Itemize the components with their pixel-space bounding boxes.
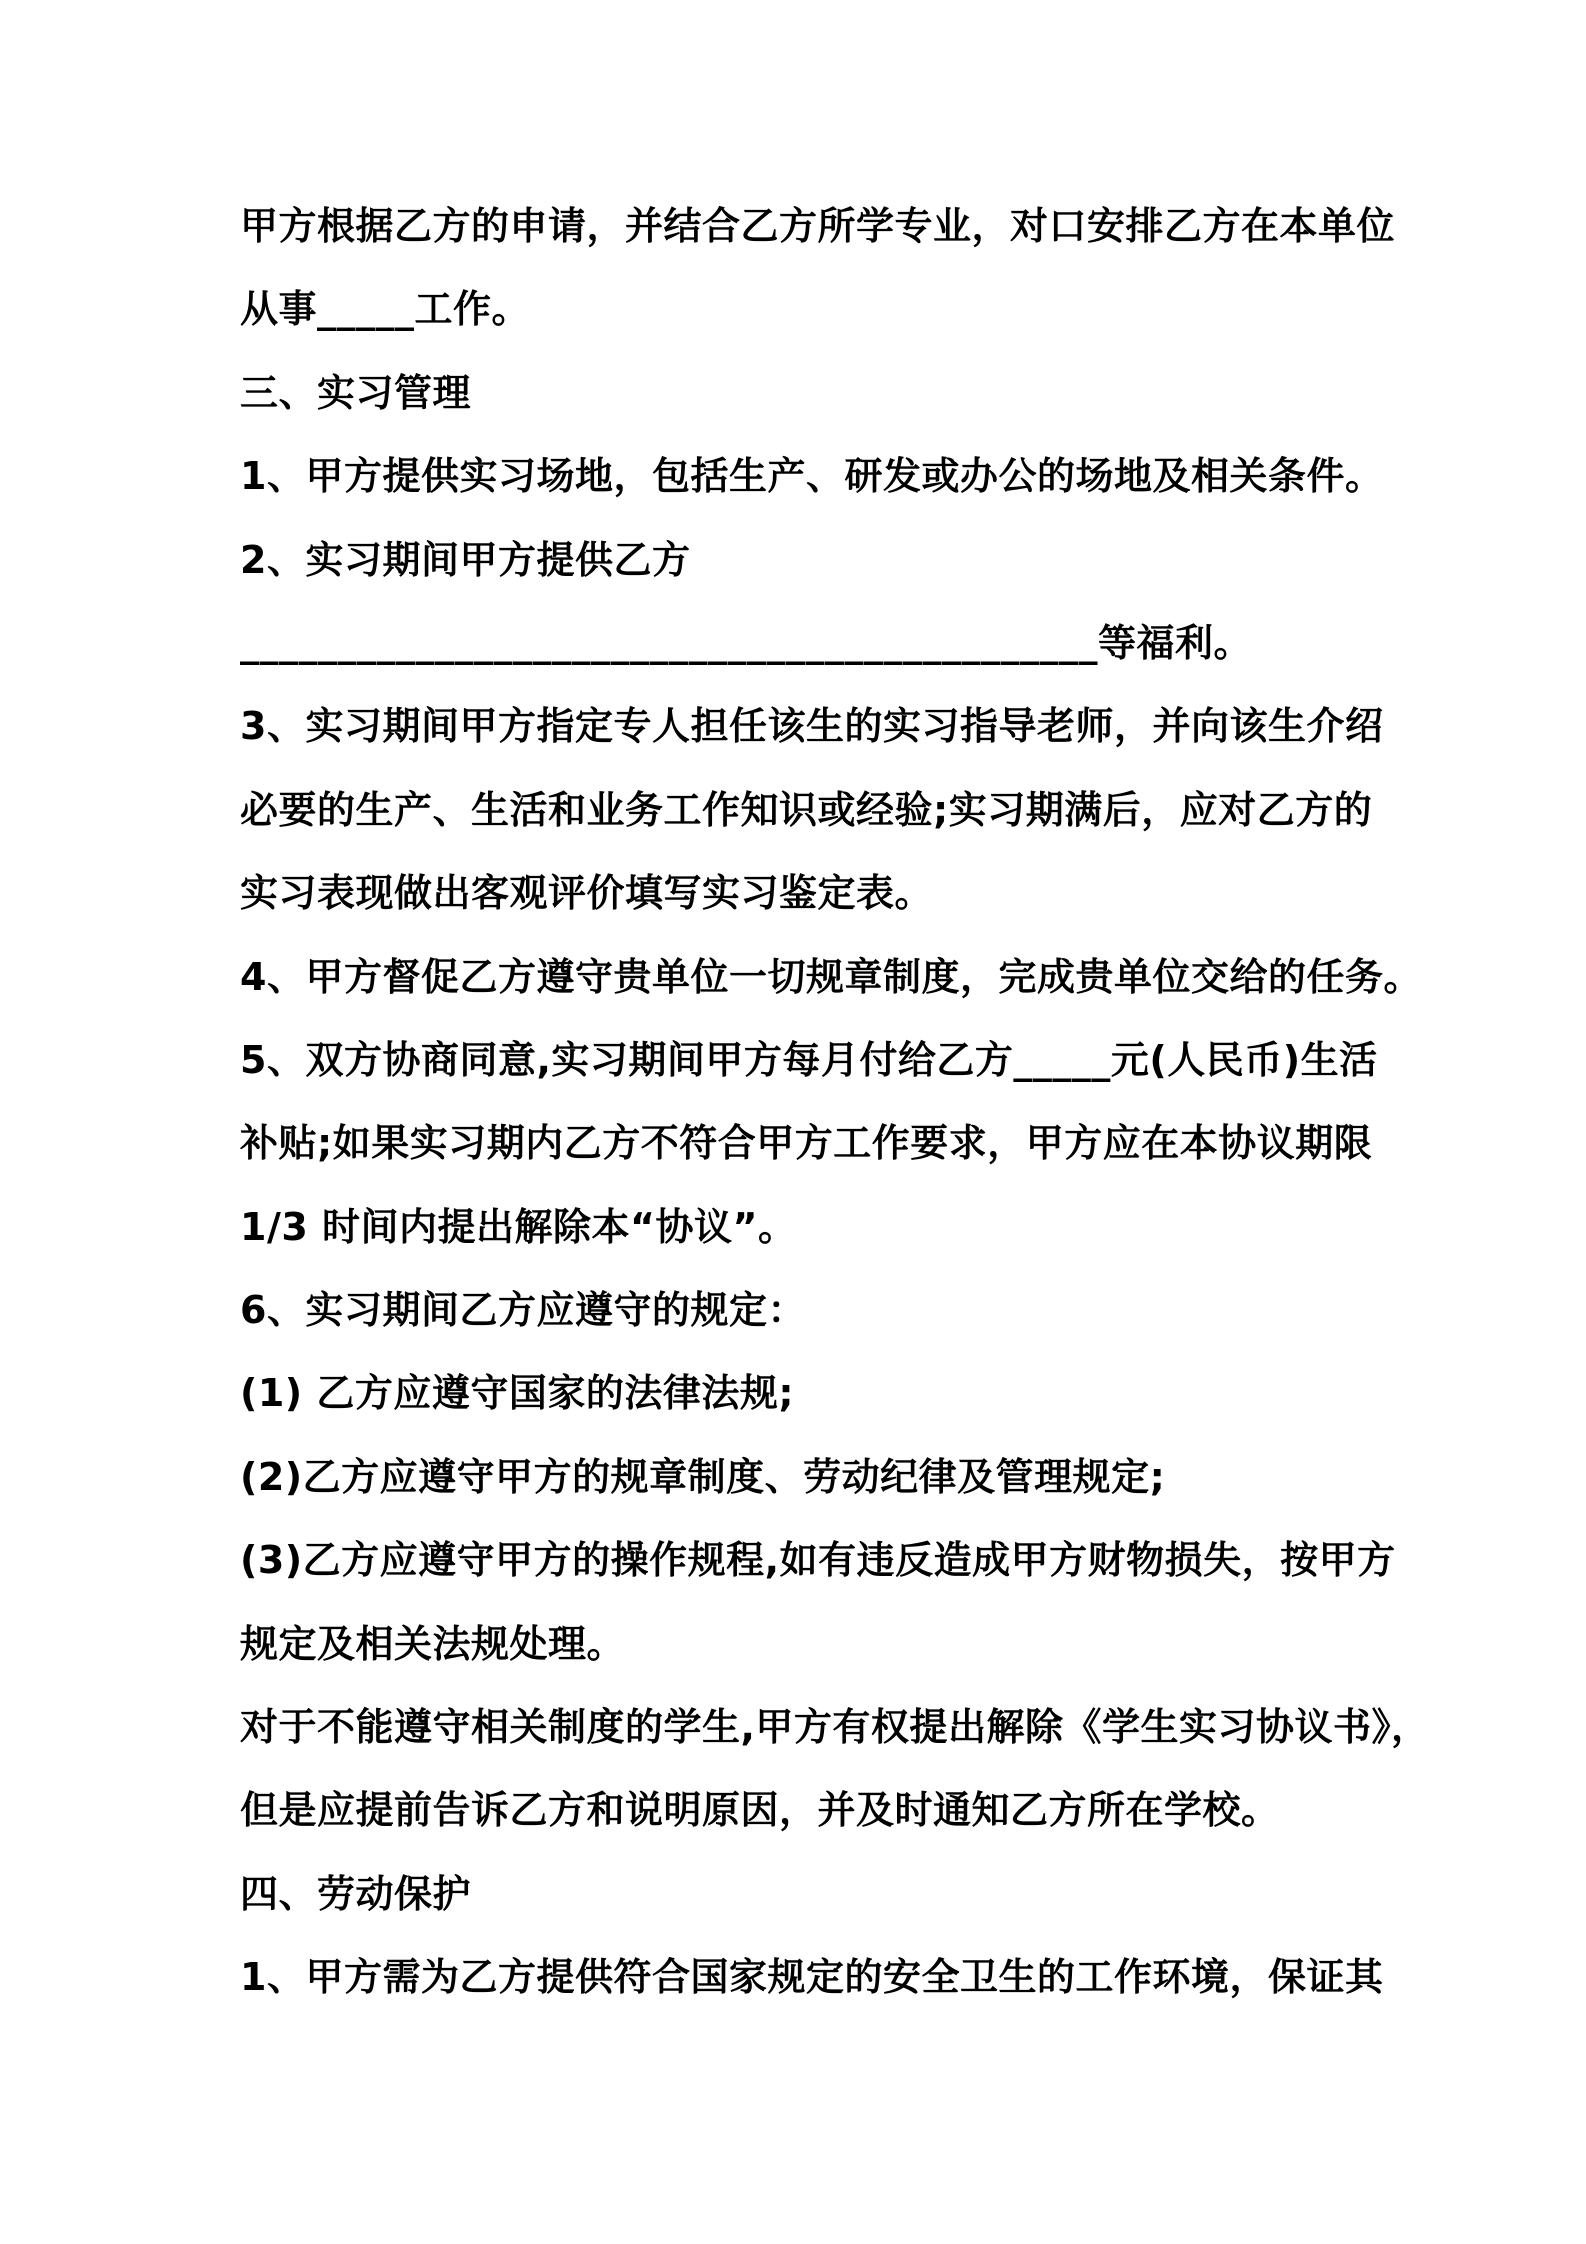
document-line: 2、实习期间甲方提供乙方 bbox=[240, 537, 691, 582]
document-line: (1) 乙方应遵守国家的法律法规; bbox=[240, 1371, 795, 1416]
document-line: 甲方根据乙方的申请，并结合乙方所学专业，对口安排乙方在本单位 bbox=[240, 204, 1396, 248]
document-line-blank-field: 从事_____工作。 bbox=[240, 287, 531, 332]
document-line: 对于不能遵守相关制度的学生,甲方有权提出解除《学生实习协议书》， bbox=[240, 1705, 1430, 1750]
document-line-blank-field: 5、双方协商同意,实习期间甲方每月付给乙方_____元(人民币)生活 bbox=[240, 1037, 1378, 1082]
section-heading-internship-management: 三、实习管理 bbox=[240, 370, 472, 415]
document-line-blank-field: ____________________________________________等福利。 bbox=[240, 620, 1253, 665]
document-line: 1/3 时间内提出解除本“协议”。 bbox=[240, 1204, 797, 1249]
document-line: 4、甲方督促乙方遵守贵单位一切规章制度，完成贵单位交给的任务。 bbox=[240, 954, 1422, 999]
document-line: 实习表现做出客观评价填写实习鉴定表。 bbox=[240, 871, 934, 916]
document-line: (3)乙方应遵守甲方的操作规程,如有违反造成甲方财物损失，按甲方 bbox=[240, 1538, 1396, 1583]
document-line: (2)乙方应遵守甲方的规章制度、劳动纪律及管理规定; bbox=[240, 1454, 1166, 1499]
document-line: 补贴;如果实习期内乙方不符合甲方工作要求，甲方应在本协议期限 bbox=[240, 1121, 1373, 1166]
document-line: 1、甲方需为乙方提供符合国家规定的安全卫生的工作环境，保证其 bbox=[240, 1955, 1384, 2000]
document-line: 规定及相关法规处理。 bbox=[240, 1621, 626, 1666]
document-line: 6、实习期间乙方应遵守的规定： bbox=[240, 1288, 806, 1333]
document-line: 3、实习期间甲方指定专人担任该生的实习指导老师，并向该生介绍 bbox=[240, 704, 1384, 749]
document-line: 1、甲方提供实习场地，包括生产、研发或办公的场地及相关条件。 bbox=[240, 454, 1384, 499]
section-heading-labor-protection: 四、劳动保护 bbox=[240, 1871, 472, 1916]
document-line: 但是应提前告诉乙方和说明原因，并及时通知乙方所在学校。 bbox=[240, 1788, 1280, 1833]
document-line: 必要的生产、生活和业务工作知识或经验;实习期满后，应对乙方的 bbox=[240, 787, 1373, 832]
